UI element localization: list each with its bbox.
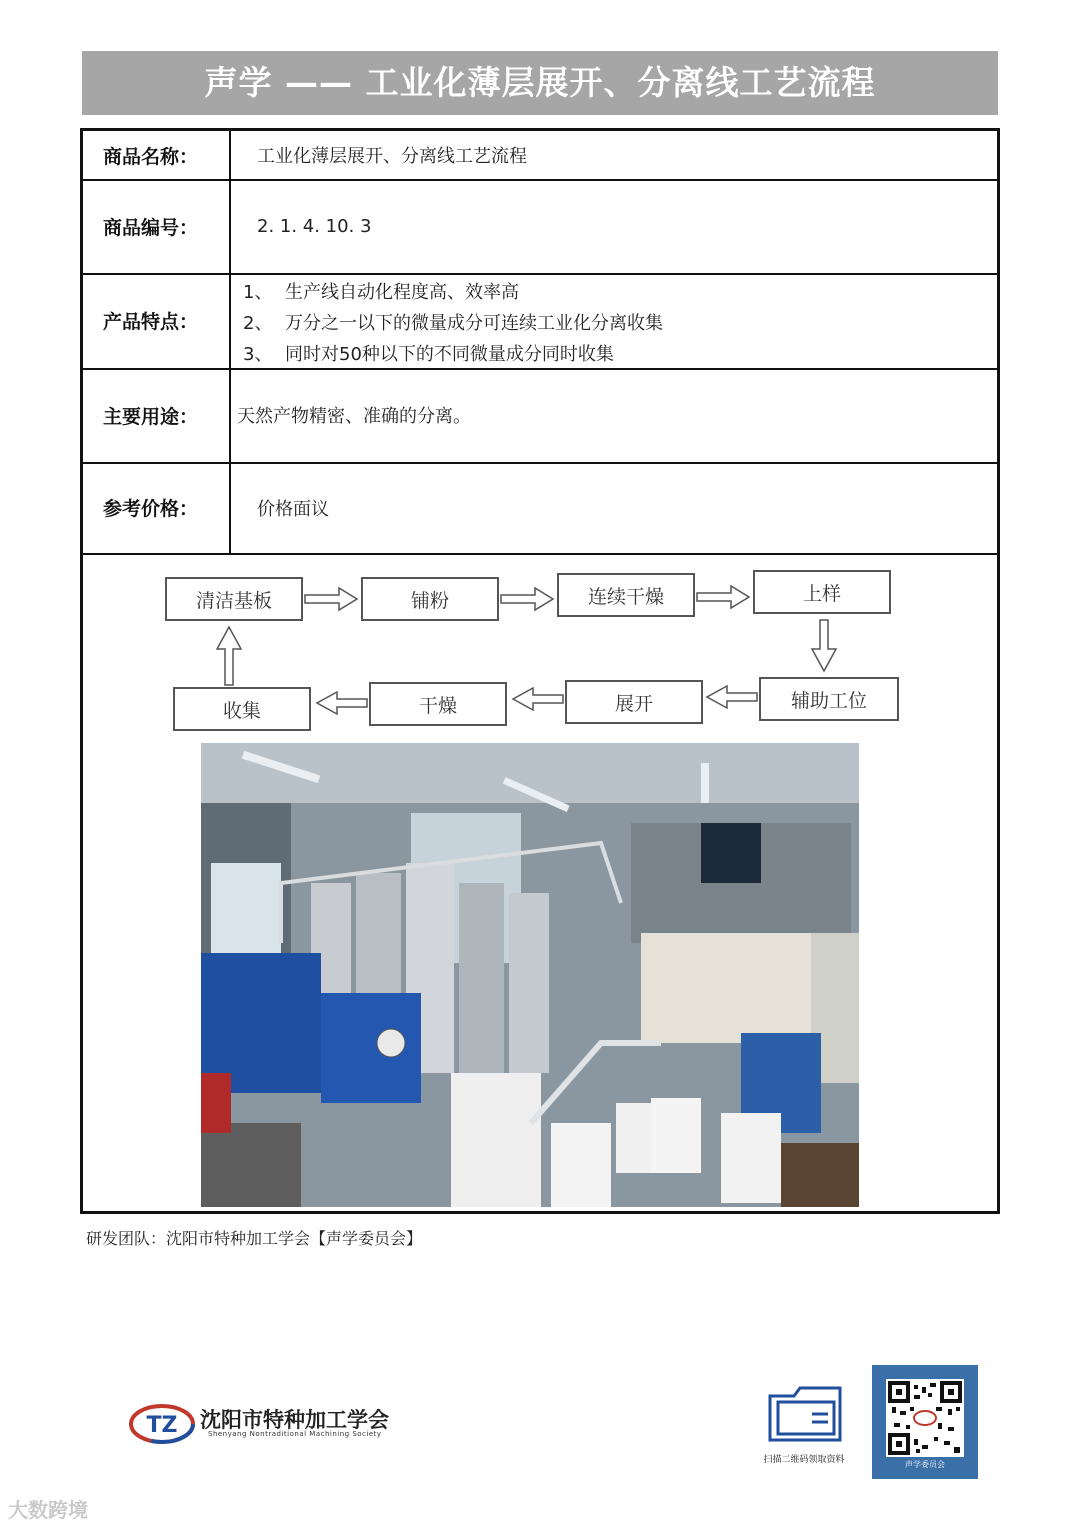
tz-logo-icon: [128, 1402, 198, 1446]
society-logo: [128, 1400, 428, 1450]
society-name-en: Shenyang Nontraditional Machining Society: [208, 1430, 382, 1438]
feature-item: [243, 278, 519, 304]
logo-letters: TZ: [146, 1413, 178, 1438]
price-label: 参考价格：: [83, 462, 231, 553]
feature-item: [243, 309, 663, 335]
qr-code-icon: [886, 1379, 964, 1457]
product-name-label: 商品名称：: [83, 131, 231, 179]
watermark: 大数跨境: [8, 1498, 88, 1522]
arrow-right-icon: [697, 586, 749, 608]
row-product-name: [83, 131, 997, 181]
flow-step-collect: 收集: [173, 687, 311, 731]
product-code-label: 商品编号：: [83, 179, 231, 273]
scan-folder: [752, 1382, 852, 1472]
feature-text: 万分之一以下的微量成分可连续工业化分离收集: [285, 313, 663, 334]
process-flow-diagram: [83, 553, 997, 743]
arrow-right-icon: [501, 588, 553, 610]
feature-text: 同时对50种以下的不同微量成分同时收集: [285, 344, 614, 365]
research-team: 研发团队：沈阳市特种加工学会【声学委员会】: [86, 1229, 423, 1248]
folder-icon: [766, 1382, 846, 1444]
feature-number: 3、: [243, 344, 273, 365]
scan-text: 扫描二维码领取资料: [763, 1455, 845, 1465]
row-features: [83, 273, 997, 370]
main-use-label: 主要用途：: [83, 368, 231, 462]
feature-number: 2、: [243, 313, 273, 334]
feature-item: [243, 340, 614, 366]
arrow-left-icon: [513, 688, 563, 710]
flow-step-dry: 干燥: [369, 682, 507, 726]
feature-number: 1、: [243, 282, 273, 303]
arrow-up-icon: [217, 627, 241, 685]
features-label: 产品特点：: [83, 273, 231, 368]
flow-step-develop: 展开: [565, 680, 703, 724]
flow-step-clean-substrate: 清洁基板: [165, 577, 303, 621]
equipment-photo: [201, 743, 859, 1207]
arrow-right-icon: [305, 588, 357, 610]
main-use-value: 天然产物精密、准确的分离。: [237, 406, 471, 427]
product-code-value: 2. 1. 4. 10. 3: [257, 215, 372, 237]
flow-step-powder: 铺粉: [361, 577, 499, 621]
row-price: [83, 462, 997, 555]
row-main-use: [83, 368, 997, 464]
qr-card[interactable]: [872, 1365, 978, 1479]
society-name: 沈阳市特种加工学会: [200, 1408, 389, 1432]
flow-step-auxiliary: 辅助工位: [759, 677, 899, 721]
qr-code[interactable]: [886, 1379, 964, 1457]
price-value: 价格面议: [257, 498, 329, 520]
arrow-left-icon: [707, 686, 757, 708]
product-table: [80, 128, 1000, 1214]
qr-caption: 声学委员会: [905, 1460, 945, 1469]
page-title: 声学 —— 工业化薄层展开、分离线工艺流程: [82, 51, 998, 115]
product-name-value: 工业化薄层展开、分离线工艺流程: [257, 146, 527, 167]
feature-text: 生产线自动化程度高、效率高: [285, 282, 519, 303]
flow-step-continuous-dry: 连续干燥: [557, 573, 695, 617]
arrow-down-icon: [812, 620, 836, 671]
arrow-left-icon: [317, 692, 367, 714]
row-product-code: [83, 179, 997, 275]
flow-step-load-sample: 上样: [753, 570, 891, 614]
